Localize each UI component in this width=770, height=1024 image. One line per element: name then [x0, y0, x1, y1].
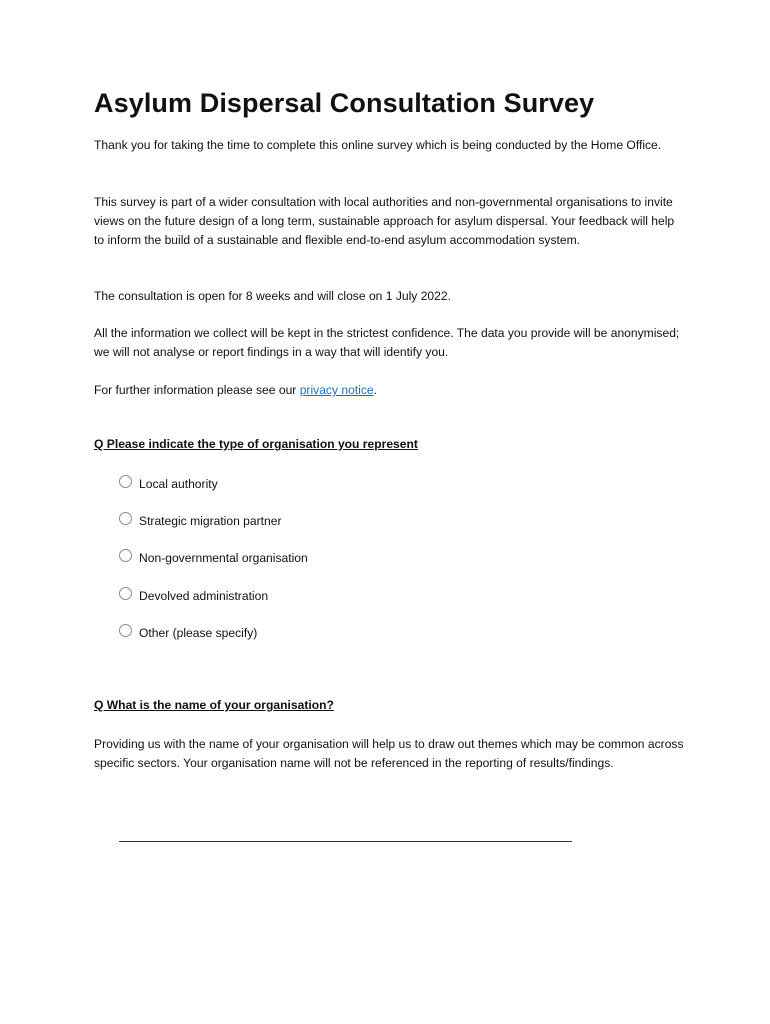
question-organisation-name: Q What is the name of your organisation?	[94, 698, 334, 712]
page-title: Asylum Dispersal Consultation Survey	[94, 88, 595, 118]
option-strategic-migration-partner[interactable]	[119, 514, 282, 528]
organisation-name-help: Providing us with the name of your organisation will help us to draw out themes which may be common across specific sectors. Your organisation name will not be referenced in the reporting of results/findings.	[94, 737, 684, 770]
further-info-prefix: For further information please see our	[94, 383, 300, 397]
confidentiality-paragraph: All the information we collect will be kept in the strictest confidence. The data you provide will be anonymised; we will not analyse or report findings in a way that will identify you.	[94, 326, 680, 359]
further-info-suffix: .	[373, 383, 378, 397]
option-label: Devolved administration	[139, 589, 269, 603]
consultation-paragraph: This survey is part of a wider consultation with local authorities and non-governmental organisations to invite views on the future design of a long term, sustainable approach for asylum dispersal. Your feedback will help to inform the build of a sustainable and flexible end-to-end asylum accommodation system.	[94, 195, 675, 247]
question-organisation-type: Q Please indicate the type of organisation you represent	[94, 437, 418, 451]
option-label: Local authority	[139, 477, 218, 491]
radio-button[interactable]	[119, 549, 132, 562]
further-info-paragraph	[94, 381, 684, 400]
radio-button[interactable]	[119, 587, 132, 600]
radio-button[interactable]	[119, 624, 132, 637]
radio-button[interactable]	[119, 475, 132, 488]
option-label: Strategic migration partner	[139, 514, 282, 528]
option-label: Non-governmental organisation	[139, 551, 308, 565]
option-local-authority[interactable]	[119, 477, 218, 491]
open-period-paragraph: The consultation is open for 8 weeks and will close on 1 July 2022.	[94, 289, 451, 303]
option-devolved-administration[interactable]	[119, 589, 268, 603]
organisation-name-input[interactable]	[119, 841, 572, 842]
option-other[interactable]	[119, 626, 257, 640]
option-label: Other (please specify)	[139, 626, 258, 640]
intro-paragraph: Thank you for taking the time to complete this online survey which is being conducted by the Home Office.	[94, 138, 662, 152]
option-non-governmental-organisation[interactable]	[119, 551, 308, 565]
radio-button[interactable]	[119, 512, 132, 525]
privacy-notice-link[interactable]: privacy notice	[299, 383, 374, 397]
